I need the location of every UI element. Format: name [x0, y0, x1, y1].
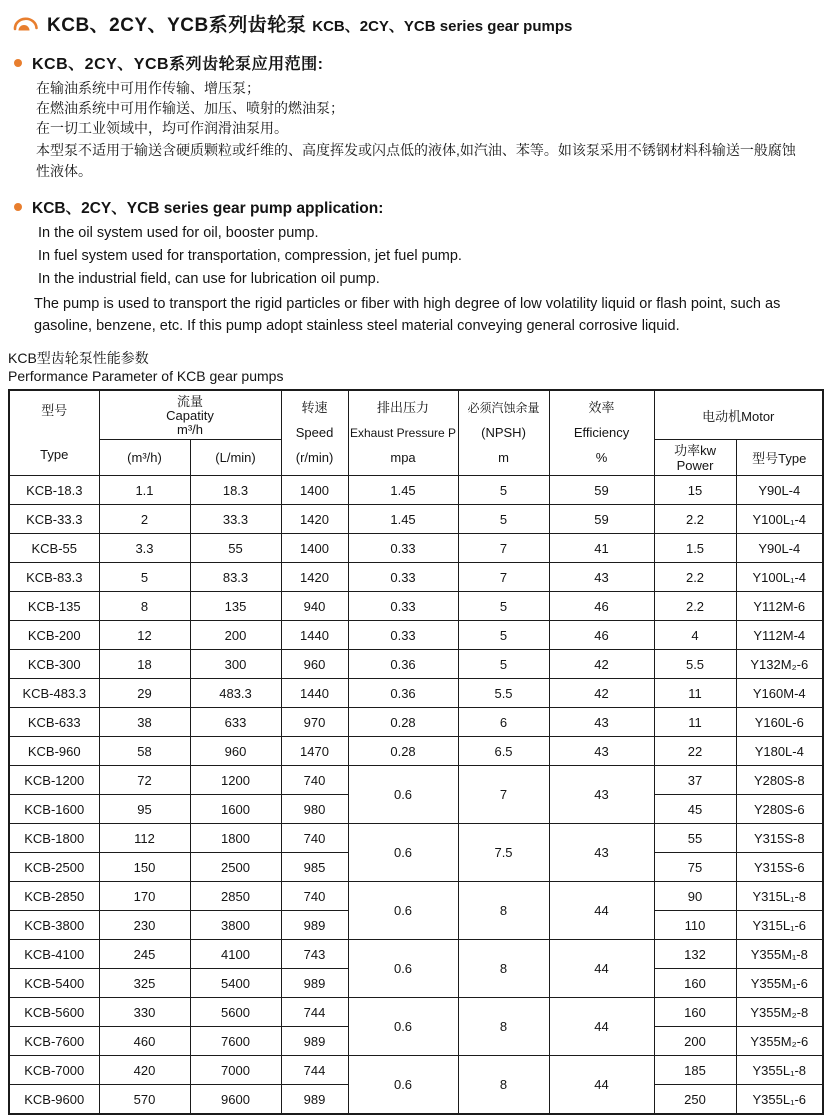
cell-power: 4	[654, 621, 736, 650]
header-model: 型号 Type	[9, 390, 99, 476]
cell-capacity-lmin: 135	[190, 592, 281, 621]
cell-pressure: 0.6	[348, 766, 458, 824]
table-row	[9, 998, 823, 1027]
cell-capacity-m3h: 460	[99, 1027, 190, 1056]
cell-capacity-lmin: 960	[190, 737, 281, 766]
cell-pressure: 0.33	[348, 534, 458, 563]
table-title-zh: KCB型齿轮泵性能参数	[8, 350, 149, 366]
section-heading-zh-text: KCB、2CY、YCB系列齿轮泵应用范围:	[32, 56, 324, 73]
cell-pressure: 0.33	[348, 621, 458, 650]
table-title-en: Performance Parameter of KCB gear pumps	[8, 368, 284, 384]
cell-capacity-lmin: 200	[190, 621, 281, 650]
cell-motor-type: Y132M₂-6	[736, 650, 823, 679]
cell-capacity-lmin: 3800	[190, 911, 281, 940]
application-lines-en	[38, 222, 822, 291]
cell-capacity-m3h: 420	[99, 1056, 190, 1085]
cell-npsh: 5	[458, 476, 549, 505]
cell-efficiency: 59	[549, 505, 654, 534]
cell-power: 11	[654, 708, 736, 737]
header-motor-type: 型号Type	[736, 440, 823, 476]
cell-capacity-lmin: 4100	[190, 940, 281, 969]
table-titles	[8, 349, 822, 385]
cell-pressure: 0.6	[348, 940, 458, 998]
cell-capacity-lmin: 7600	[190, 1027, 281, 1056]
cell-capacity-lmin: 9600	[190, 1085, 281, 1115]
cell-speed: 1420	[281, 563, 348, 592]
cell-model: KCB-18.3	[9, 476, 99, 505]
cell-speed: 1470	[281, 737, 348, 766]
bullet-icon	[14, 203, 22, 211]
cell-capacity-m3h: 230	[99, 911, 190, 940]
zh-line: 在输油系统中可用作传输、增压泵；	[36, 80, 260, 96]
cell-power: 22	[654, 737, 736, 766]
cell-capacity-lmin: 33.3	[190, 505, 281, 534]
cell-capacity-lmin: 5400	[190, 969, 281, 998]
section-heading-zh	[14, 51, 822, 74]
cell-model: KCB-7600	[9, 1027, 99, 1056]
cell-power: 15	[654, 476, 736, 505]
cell-capacity-m3h: 112	[99, 824, 190, 853]
cell-speed: 980	[281, 795, 348, 824]
cell-power: 200	[654, 1027, 736, 1056]
cell-capacity-m3h: 5	[99, 563, 190, 592]
cell-motor-type: Y112M-4	[736, 621, 823, 650]
cell-motor-type: Y112M-6	[736, 592, 823, 621]
cell-pressure: 0.36	[348, 679, 458, 708]
header-pressure: 排出压力 Exhaust Pressure P mpa	[348, 390, 458, 476]
cell-capacity-m3h: 570	[99, 1085, 190, 1115]
cell-capacity-lmin: 1200	[190, 766, 281, 795]
cell-model: KCB-33.3	[9, 505, 99, 534]
cell-capacity-m3h: 8	[99, 592, 190, 621]
cell-capacity-lmin: 7000	[190, 1056, 281, 1085]
application-paragraph-zh: 本型泵不适用于输送含硬质颗粒或纤维的、高度挥发或闪点低的液体,如汽油、苯等。如该泵采用不锈钢材料科输送一般腐蚀性液体。	[36, 142, 796, 179]
cell-speed: 743	[281, 940, 348, 969]
cell-model: KCB-960	[9, 737, 99, 766]
cell-capacity-lmin: 1600	[190, 795, 281, 824]
cell-power: 11	[654, 679, 736, 708]
cell-speed: 960	[281, 650, 348, 679]
cell-pressure: 0.28	[348, 708, 458, 737]
cell-model: KCB-633	[9, 708, 99, 737]
cell-pressure: 0.33	[348, 592, 458, 621]
pump-table-body	[9, 476, 823, 1115]
cell-efficiency: 59	[549, 476, 654, 505]
cell-speed: 940	[281, 592, 348, 621]
cell-motor-type: Y90L-4	[736, 476, 823, 505]
performance-table	[8, 389, 824, 1115]
cell-npsh: 5	[458, 650, 549, 679]
cell-efficiency: 42	[549, 679, 654, 708]
cell-npsh: 5.5	[458, 679, 549, 708]
cell-model: KCB-5600	[9, 998, 99, 1027]
table-row	[9, 650, 823, 679]
application-lines-zh	[36, 78, 822, 138]
cell-motor-type: Y160M-4	[736, 679, 823, 708]
cell-power: 2.2	[654, 592, 736, 621]
cell-capacity-m3h: 29	[99, 679, 190, 708]
cell-speed: 1420	[281, 505, 348, 534]
cell-model: KCB-483.3	[9, 679, 99, 708]
cell-model: KCB-1600	[9, 795, 99, 824]
cell-capacity-lmin: 18.3	[190, 476, 281, 505]
cell-power: 2.2	[654, 563, 736, 592]
cell-efficiency: 42	[549, 650, 654, 679]
cell-capacity-m3h: 18	[99, 650, 190, 679]
bullet-icon	[14, 59, 22, 67]
cell-efficiency: 44	[549, 998, 654, 1056]
cell-model: KCB-300	[9, 650, 99, 679]
cell-motor-type: Y355L₁-8	[736, 1056, 823, 1085]
cell-motor-type: Y355M₂-6	[736, 1027, 823, 1056]
cell-npsh: 8	[458, 1056, 549, 1115]
cell-capacity-lmin: 2500	[190, 853, 281, 882]
cell-npsh: 8	[458, 940, 549, 998]
cell-model: KCB-5400	[9, 969, 99, 998]
cell-power: 250	[654, 1085, 736, 1115]
cell-pressure: 0.36	[348, 650, 458, 679]
sunset-arc-icon	[12, 14, 39, 34]
table-row	[9, 476, 823, 505]
cell-motor-type: Y355M₁-8	[736, 940, 823, 969]
table-row	[9, 824, 823, 853]
table-row	[9, 708, 823, 737]
header-capacity-lmin: (L/min)	[190, 440, 281, 476]
cell-motor-type: Y100L₁-4	[736, 505, 823, 534]
cell-capacity-m3h: 58	[99, 737, 190, 766]
cell-efficiency: 43	[549, 766, 654, 824]
cell-model: KCB-1200	[9, 766, 99, 795]
cell-model: KCB-200	[9, 621, 99, 650]
cell-efficiency: 43	[549, 563, 654, 592]
table-row	[9, 679, 823, 708]
cell-efficiency: 41	[549, 534, 654, 563]
cell-capacity-lmin: 83.3	[190, 563, 281, 592]
cell-pressure: 1.45	[348, 505, 458, 534]
header-capacity-group: 流量 Capatity m³/h	[99, 390, 281, 440]
cell-power: 160	[654, 998, 736, 1027]
cell-power: 37	[654, 766, 736, 795]
cell-motor-type: Y180L-4	[736, 737, 823, 766]
cell-power: 1.5	[654, 534, 736, 563]
cell-power: 185	[654, 1056, 736, 1085]
cell-npsh: 7.5	[458, 824, 549, 882]
cell-efficiency: 46	[549, 621, 654, 650]
cell-pressure: 0.6	[348, 824, 458, 882]
cell-efficiency: 43	[549, 708, 654, 737]
cell-motor-type: Y315S-8	[736, 824, 823, 853]
cell-motor-type: Y315L₁-8	[736, 882, 823, 911]
cell-model: KCB-83.3	[9, 563, 99, 592]
cell-model: KCB-1800	[9, 824, 99, 853]
cell-speed: 740	[281, 882, 348, 911]
cell-npsh: 6	[458, 708, 549, 737]
section-heading-en-text: KCB、2CY、YCB series gear pump application:	[32, 200, 384, 217]
cell-power: 75	[654, 853, 736, 882]
table-row	[9, 737, 823, 766]
en-line: In fuel system used for transportation, compression, jet fuel pump.	[38, 248, 462, 264]
cell-power: 45	[654, 795, 736, 824]
cell-model: KCB-9600	[9, 1085, 99, 1115]
cell-capacity-lmin: 5600	[190, 998, 281, 1027]
en-line: In the oil system used for oil, booster pump.	[38, 225, 319, 241]
cell-speed: 989	[281, 1085, 348, 1115]
table-row	[9, 882, 823, 911]
cell-speed: 1400	[281, 534, 348, 563]
cell-capacity-m3h: 38	[99, 708, 190, 737]
cell-capacity-m3h: 170	[99, 882, 190, 911]
header-power: 功率kw Power	[654, 440, 736, 476]
cell-capacity-m3h: 1.1	[99, 476, 190, 505]
cell-model: KCB-55	[9, 534, 99, 563]
cell-power: 2.2	[654, 505, 736, 534]
cell-pressure: 1.45	[348, 476, 458, 505]
cell-motor-type: Y280S-6	[736, 795, 823, 824]
cell-speed: 989	[281, 911, 348, 940]
cell-speed: 744	[281, 998, 348, 1027]
cell-power: 55	[654, 824, 736, 853]
cell-npsh: 6.5	[458, 737, 549, 766]
cell-capacity-m3h: 2	[99, 505, 190, 534]
cell-model: KCB-3800	[9, 911, 99, 940]
cell-motor-type: Y355M₂-8	[736, 998, 823, 1027]
header-npsh: 必须汽蚀余量 (NPSH) m	[458, 390, 549, 476]
cell-model: KCB-135	[9, 592, 99, 621]
cell-capacity-m3h: 245	[99, 940, 190, 969]
cell-capacity-lmin: 2850	[190, 882, 281, 911]
table-row	[9, 563, 823, 592]
cell-power: 110	[654, 911, 736, 940]
cell-efficiency: 43	[549, 824, 654, 882]
cell-capacity-m3h: 12	[99, 621, 190, 650]
table-row	[9, 621, 823, 650]
cell-speed: 1440	[281, 621, 348, 650]
zh-line: 在燃油系统中可用作输送、加压、喷射的燃油泵；	[36, 100, 344, 116]
cell-speed: 740	[281, 766, 348, 795]
cell-capacity-lmin: 300	[190, 650, 281, 679]
cell-npsh: 8	[458, 882, 549, 940]
cell-pressure: 0.28	[348, 737, 458, 766]
cell-speed: 740	[281, 824, 348, 853]
cell-pressure: 0.6	[348, 998, 458, 1056]
cell-capacity-lmin: 55	[190, 534, 281, 563]
cell-efficiency: 46	[549, 592, 654, 621]
cell-capacity-m3h: 150	[99, 853, 190, 882]
cell-motor-type: Y160L-6	[736, 708, 823, 737]
cell-capacity-lmin: 1800	[190, 824, 281, 853]
cell-motor-type: Y315L₁-6	[736, 911, 823, 940]
cell-motor-type: Y90L-4	[736, 534, 823, 563]
cell-model: KCB-7000	[9, 1056, 99, 1085]
cell-efficiency: 43	[549, 737, 654, 766]
header-efficiency: 效率 Efficiency %	[549, 390, 654, 476]
cell-model: KCB-2850	[9, 882, 99, 911]
cell-motor-type: Y355M₁-6	[736, 969, 823, 998]
table-row	[9, 1056, 823, 1085]
table-row	[9, 534, 823, 563]
page-title-row	[12, 10, 822, 37]
cell-motor-type: Y280S-8	[736, 766, 823, 795]
zh-line: 在一切工业领域中，均可作润滑油泵用。	[36, 120, 288, 136]
cell-npsh: 5	[458, 505, 549, 534]
page-title-zh: KCB、2CY、YCB系列齿轮泵	[47, 15, 307, 36]
cell-capacity-m3h: 325	[99, 969, 190, 998]
cell-motor-type: Y355L₁-6	[736, 1085, 823, 1115]
cell-speed: 744	[281, 1056, 348, 1085]
cell-pressure: 0.6	[348, 1056, 458, 1115]
cell-speed: 1400	[281, 476, 348, 505]
page-title-en: KCB、2CY、YCB series gear pumps	[312, 18, 573, 35]
cell-capacity-lmin: 483.3	[190, 679, 281, 708]
cell-capacity-m3h: 95	[99, 795, 190, 824]
cell-efficiency: 44	[549, 882, 654, 940]
cell-speed: 985	[281, 853, 348, 882]
cell-motor-type: Y315S-6	[736, 853, 823, 882]
cell-capacity-m3h: 330	[99, 998, 190, 1027]
section-heading-en	[14, 196, 822, 218]
cell-npsh: 8	[458, 998, 549, 1056]
cell-pressure: 0.6	[348, 882, 458, 940]
cell-capacity-m3h: 72	[99, 766, 190, 795]
cell-power: 160	[654, 969, 736, 998]
table-header	[9, 390, 823, 476]
cell-efficiency: 44	[549, 940, 654, 998]
cell-npsh: 7	[458, 766, 549, 824]
header-capacity-m3h: (m³/h)	[99, 440, 190, 476]
cell-speed: 1440	[281, 679, 348, 708]
cell-speed: 970	[281, 708, 348, 737]
cell-npsh: 5	[458, 592, 549, 621]
cell-npsh: 5	[458, 621, 549, 650]
en-line: In the industrial field, can use for lubrication oil pump.	[38, 271, 380, 287]
header-motor-group: 电动机Motor	[654, 390, 823, 440]
cell-power: 5.5	[654, 650, 736, 679]
cell-power: 132	[654, 940, 736, 969]
cell-capacity-lmin: 633	[190, 708, 281, 737]
table-row	[9, 505, 823, 534]
cell-npsh: 7	[458, 534, 549, 563]
cell-pressure: 0.33	[348, 563, 458, 592]
table-row	[9, 592, 823, 621]
cell-capacity-m3h: 3.3	[99, 534, 190, 563]
table-row	[9, 940, 823, 969]
table-row	[9, 766, 823, 795]
cell-model: KCB-4100	[9, 940, 99, 969]
cell-speed: 989	[281, 969, 348, 998]
application-paragraph-en: The pump is used to transport the rigid particles or fiber with high degree of low volatility liquid or flash point, such as gasoline, benzene, etc. If this pump adopt stainless steel material conveying general corrosive liquid.	[34, 296, 781, 334]
cell-power: 90	[654, 882, 736, 911]
page-title	[47, 10, 572, 37]
cell-speed: 989	[281, 1027, 348, 1056]
cell-model: KCB-2500	[9, 853, 99, 882]
cell-efficiency: 44	[549, 1056, 654, 1115]
cell-npsh: 7	[458, 563, 549, 592]
header-speed: 转速 Speed (r/min)	[281, 390, 348, 476]
cell-motor-type: Y100L₁-4	[736, 563, 823, 592]
